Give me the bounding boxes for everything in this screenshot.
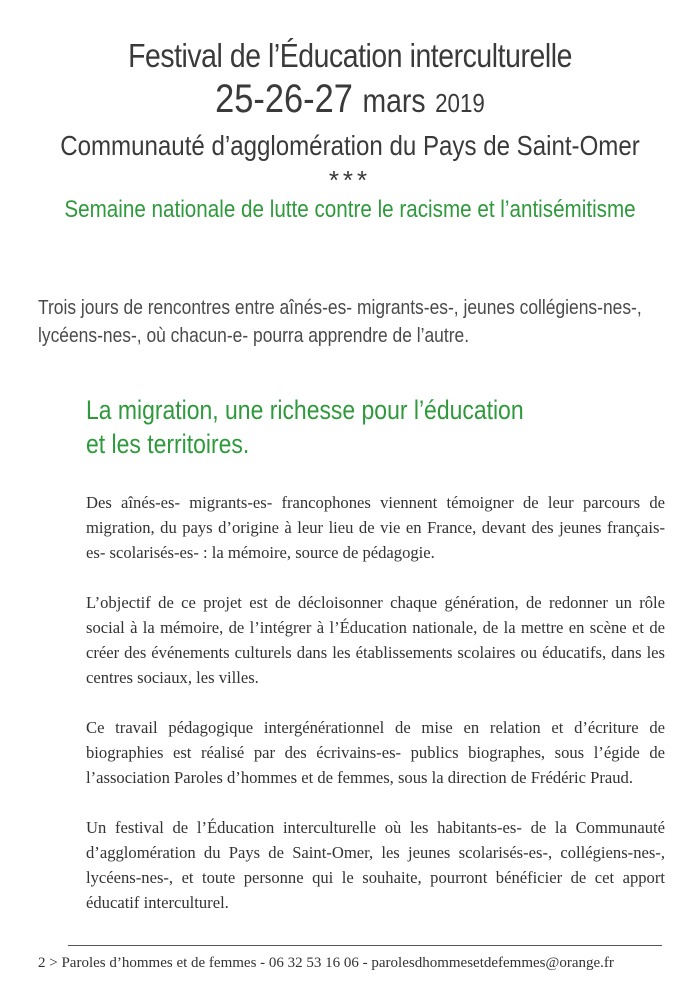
footer-divider [68, 945, 662, 946]
intro-text [38, 294, 677, 350]
separator-stars: *** [328, 165, 372, 195]
body-text [86, 490, 665, 940]
page-header [0, 36, 700, 228]
body-paragraph: Des aînés-es- migrants-es- francophones viennent témoigner de leur parcours de migration, du pays d’origine à leur lieu de vie en France, devant des jeunes français-es- scolarisés-es- : la mémoire, source de pédagogie. [86, 493, 665, 562]
festival-title: Festival de l’Éducation interculturelle [128, 37, 572, 74]
festival-dates [49, 76, 651, 126]
festival-year: 2019 [435, 88, 485, 118]
section-heading [86, 393, 524, 461]
section-heading-line-2: et les territoires. [86, 429, 250, 459]
body-paragraph: Ce travail pédagogique intergénérationnel de mise en relation et d’écriture de biographies est réalisé par des écrivains-es- publics biographes, sous l’égide de l’association Paroles d’hommes et de femmes, sous la direction de Frédéric Praud. [86, 718, 665, 787]
festival-month: mars [362, 82, 426, 119]
section-heading-line-1: La migration, une richesse pour l’éducation [86, 395, 524, 425]
festival-subtitle: Communauté d’agglomération du Pays de Saint-Omer [60, 130, 640, 161]
body-paragraph: L’objectif de ce projet est de décloisonner chaque génération, de redonner un rôle social à la mémoire, de l’intégrer à l’Éducation nationale, de la mettre en scène et de créer des événements culturels dans les établissements scolaires ou éducatifs, dans les centres sociaux, les villes. [86, 593, 665, 687]
intro-line-1: Trois jours de rencontres entre aînés-es- migrants-es-, jeunes collégiens-nes-, [38, 296, 642, 319]
body-paragraph: Un festival de l’Éducation interculturelle où les habitants-es- de la Communauté d’agglomération du Pays de Saint-Omer, les jeunes scolarisés-es-, collégiens-nes-, lycéens-nes-, et toute personne qui le souhaite, pourront bénéficier de cet apport éducatif interculturel. [86, 818, 665, 912]
intro-line-2: lycéens-nes-, où chacun-e- pourra apprendre de l’autre. [38, 324, 470, 347]
page-footer: 2 > Paroles d’hommes et de femmes - 06 32 53 16 06 - parolesdhommesetdefemmes@orange.fr [38, 955, 614, 971]
festival-days: 25-26-27 [215, 77, 353, 121]
national-week-banner: Semaine nationale de lutte contre le racisme et l’antisémitisme [64, 196, 636, 223]
